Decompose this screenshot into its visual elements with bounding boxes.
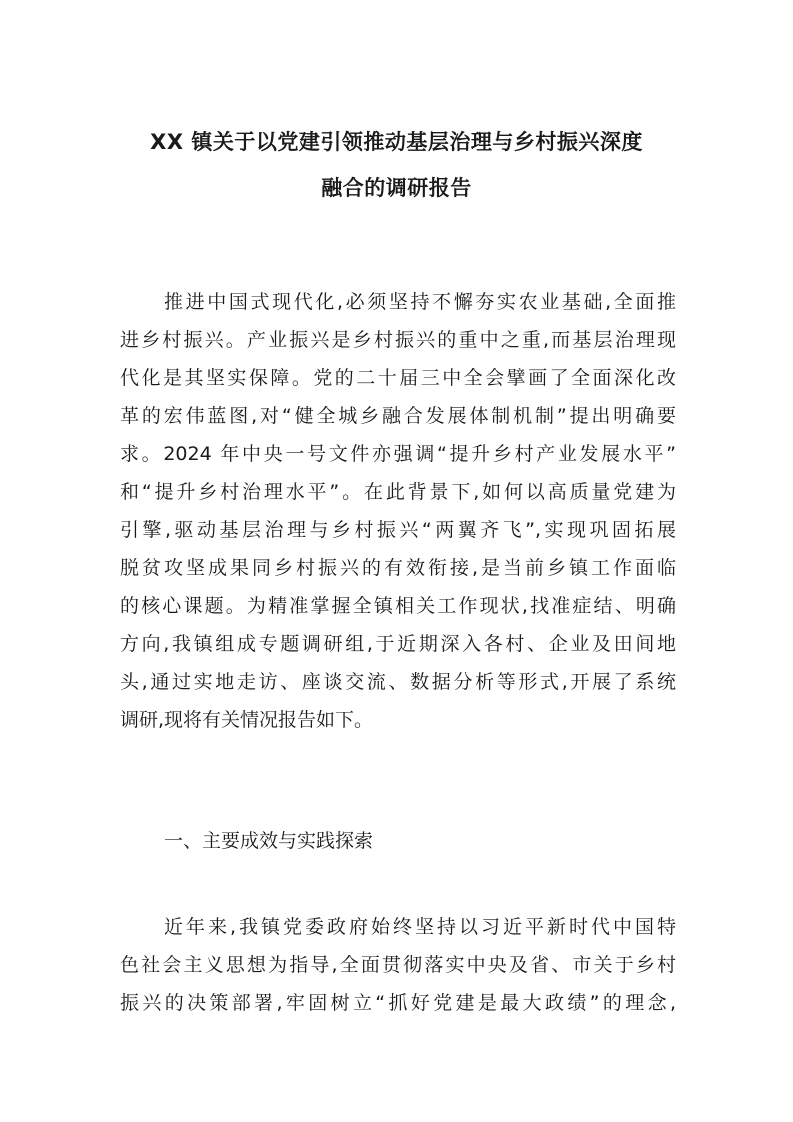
paragraph-line: 推进中国式现代化,必须坚持不懈夯实农业基础,全面推 [164,291,676,313]
section-paragraph [120,908,676,1022]
paragraph-line: 脱贫攻坚成果同乡村振兴的有效衔接,是当前乡镇工作面临 [120,557,676,579]
paragraph-line: 振兴的决策部署,牢固树立“抓好党建是最大政绩”的理念, [120,992,676,1014]
paragraph-line: 调研,现将有关情况报告如下。 [120,709,374,731]
paragraph-line: 方向,我镇组成专题调研组,于近期深入各村、企业及田间地 [120,633,676,655]
paragraph-line: 进乡村振兴。产业振兴是乡村振兴的重中之重,而基层治理现 [120,329,676,351]
section-heading: 一、主要成效与实践探索 [164,830,374,852]
paragraph-line: 的核心课题。为精准掌握全镇相关工作现状,找准症结、明确 [120,595,676,617]
title-line-1: XX 镇关于以党建引领推动基层治理与乡村振兴深度 [150,130,643,154]
paragraph-line: 色社会主义思想为指导,全面贯彻落实中央及省、市关于乡村 [120,954,676,976]
title-line-2: 融合的调研报告 [321,176,472,200]
paragraph-line: 头,通过实地走访、座谈交流、数据分析等形式,开展了系统 [120,671,676,693]
paragraph-line: 引擎,驱动基层治理与乡村振兴“两翼齐飞”,实现巩固拓展 [120,519,676,541]
intro-paragraph [120,283,676,739]
paragraph-line: 求。2024 年中央一号文件亦强调“提升乡村产业发展水平” [120,443,676,465]
paragraph-line: 革的宏伟蓝图,对“健全城乡融合发展体制机制”提出明确要 [120,405,676,427]
paragraph-line: 近年来,我镇党委政府始终坚持以习近平新时代中国特 [164,916,676,938]
paragraph-line: 和“提升乡村治理水平”。在此背景下,如何以高质量党建为 [120,481,676,503]
paragraph-line: 代化是其坚实保障。党的二十届三中全会擘画了全面深化改 [120,367,676,389]
document-title [96,119,697,211]
